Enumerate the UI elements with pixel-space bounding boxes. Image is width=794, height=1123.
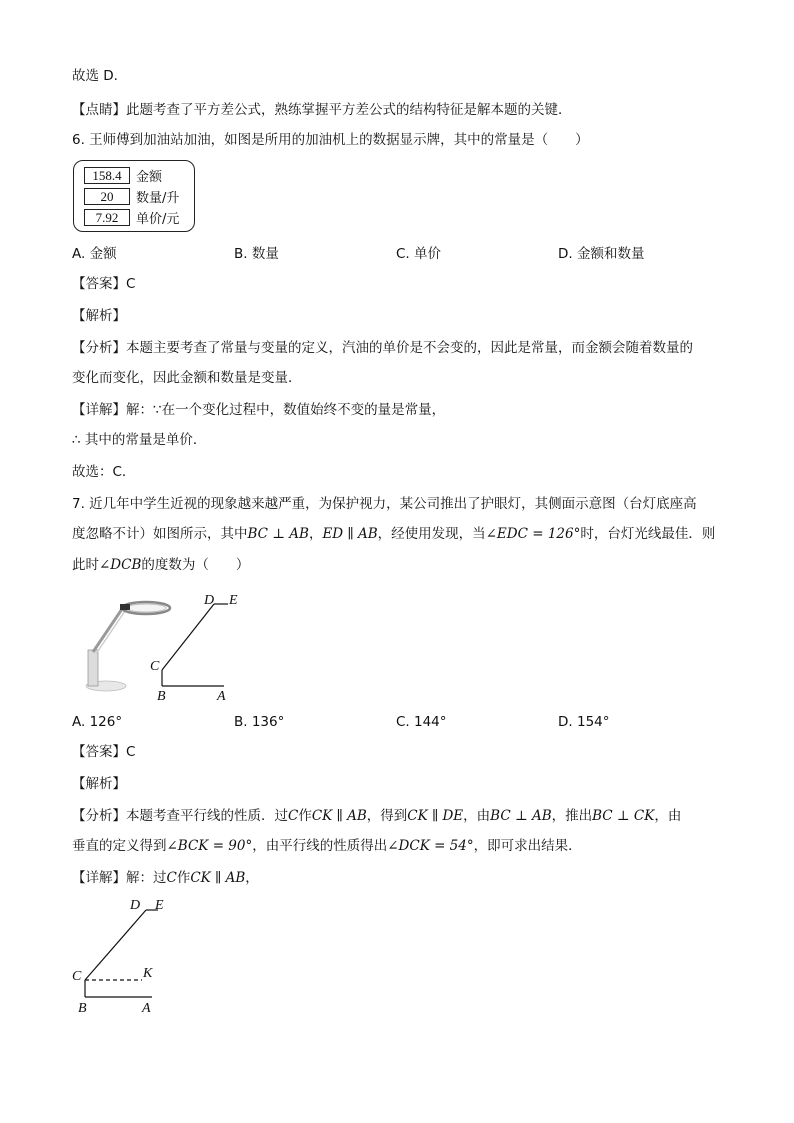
label-b: B [157, 689, 166, 702]
stem-text: 的度数为（ ） [141, 557, 250, 573]
q6-detail-1 [72, 400, 445, 420]
tag-detail: 【详解】 [72, 402, 126, 418]
question-7-stem-2 [72, 524, 715, 544]
q7-answer [72, 742, 135, 762]
stem-text: ， [308, 526, 323, 542]
q7-fenxi-2 [72, 836, 582, 856]
q6-answer [72, 274, 135, 294]
formula: BC ⊥ CK [592, 808, 655, 824]
tag-detail: 【详解】 [72, 870, 126, 886]
detail-text: ， [245, 870, 259, 886]
q7-option-a: A. 126° [72, 714, 123, 730]
label-c: C [72, 969, 82, 984]
line-dianjing [72, 100, 572, 120]
label-d: D [130, 898, 141, 913]
display-value-quantity: 20 [84, 188, 130, 205]
fuel-display-panel [73, 160, 195, 232]
formula: ∠BCK = 90° [166, 838, 253, 854]
label-k: K [143, 966, 153, 981]
q6-fenxi-2: 变化而变化，因此金额和数量是变量． [72, 370, 302, 386]
q6-fenxi-1 [72, 338, 693, 358]
formula-angle-edc: ∠EDC = 126° [485, 526, 581, 542]
display-value-amount: 158.4 [84, 167, 130, 184]
q6-analysis-tag: 【解析】 [72, 308, 126, 324]
display-row-unit-price [84, 208, 179, 226]
tag-fenxi: 【分析】 [72, 808, 126, 824]
detail-text: 解：∵在一个变化过程中，数值始终不变的量是常量， [126, 402, 446, 418]
formula-ed-parallel-ab: ED ∥ AB [322, 526, 378, 542]
display-label-unit-price: 单价/元 [136, 211, 180, 227]
answer-value: C [126, 276, 136, 292]
dianjing-text: 此题考查了平方差公式，熟练掌握平方差公式的结构特征是解本题的关键． [126, 102, 572, 118]
formula: CK ∥ DE [407, 808, 464, 824]
line-conclusion-prev: 故选 D. [72, 68, 118, 84]
q6-conclusion: 故选：C． [72, 464, 136, 480]
formula: C [288, 808, 299, 824]
detail-text: 解：过 [126, 870, 167, 886]
q6-option-d: D. 金额和数量 [558, 246, 645, 262]
formula-bc-perp-ab: BC ⊥ AB [247, 526, 309, 542]
display-label-quantity: 数量/升 [136, 190, 180, 206]
segment-dc [85, 910, 146, 980]
fenxi-text: 本题主要考查了常量与变量的定义，汽油的单价是不会变的，因此是常量，而金额会随着数量的 [126, 340, 693, 356]
display-row-amount [84, 166, 162, 184]
q7-detail [72, 868, 259, 888]
label-e: E [229, 593, 238, 608]
tag-fenxi: 【分析】 [72, 340, 126, 356]
q7-fenxi-1 [72, 806, 681, 826]
question-7-stem-3 [72, 555, 249, 575]
fenxi-text: 作 [298, 808, 312, 824]
geometry-figure-2 [66, 890, 176, 1020]
tag-answer: 【答案】 [72, 744, 126, 760]
label-d: D [204, 593, 215, 608]
answer-value: C [126, 744, 136, 760]
formula: BC ⊥ AB [490, 808, 552, 824]
label-c: C [150, 659, 160, 674]
q7-option-d: D. 154° [558, 714, 610, 730]
display-row-quantity [84, 187, 179, 205]
formula: C [166, 870, 177, 886]
label-b: B [78, 1001, 87, 1016]
stem-text: 此时 [72, 557, 99, 573]
q6-detail-2: ∴ 其中的常量是单价． [72, 432, 207, 448]
formula: CK ∥ AB [190, 870, 246, 886]
fenxi-text: ，得到 [366, 808, 408, 824]
question-7-stem-1: 7. 近几年中学生近视的现象越来越严重，为保护视力，某公司推出了护眼灯，其侧面示意图（台灯底座高 [72, 496, 697, 512]
display-label-amount: 金额 [136, 169, 163, 185]
segment-dc [162, 604, 214, 670]
display-value-unit-price: 7.92 [84, 209, 130, 226]
q6-option-a: A. 金额 [72, 246, 117, 262]
q7-analysis-tag: 【解析】 [72, 776, 126, 792]
label-a: A [142, 1001, 151, 1016]
stem-text: 度忽略不计）如图所示，其中 [72, 526, 248, 542]
detail-text: 作 [176, 870, 191, 886]
fenxi-text: ，由 [654, 808, 682, 824]
q7-option-c: C. 144° [396, 714, 447, 730]
formula: ∠DCK = 54° [387, 838, 474, 854]
formula: CK ∥ AB [311, 808, 367, 824]
formula-angle-dcb: ∠DCB [99, 557, 142, 573]
q6-option-b: B. 数量 [234, 246, 279, 262]
fenxi-text: 本题考查平行线的性质．过 [126, 808, 288, 824]
fenxi-text: ，即可求出结果． [473, 838, 582, 854]
geometry-figure-1 [148, 590, 258, 702]
tag-answer: 【答案】 [72, 276, 126, 292]
fenxi-text: ，推出 [551, 808, 593, 824]
q7-option-b: B. 136° [234, 714, 285, 730]
fenxi-text: ，由平行线的性质得出 [252, 838, 388, 854]
label-e: E [155, 898, 164, 913]
fenxi-text: ，由 [463, 808, 491, 824]
question-6-stem: 6. 王师傅到加油站加油，如图是所用的加油机上的数据显示牌，其中的常量是（ ） [72, 132, 589, 148]
stem-text: ，经使用发现，当 [377, 526, 486, 542]
q6-option-c: C. 单价 [396, 246, 442, 262]
fenxi-text: 垂直的定义得到 [72, 838, 167, 854]
stem-text: 时，台灯光线最佳．则 [580, 526, 716, 542]
label-a: A [217, 689, 226, 702]
tag-dianjing: 【点睛】 [72, 102, 126, 118]
